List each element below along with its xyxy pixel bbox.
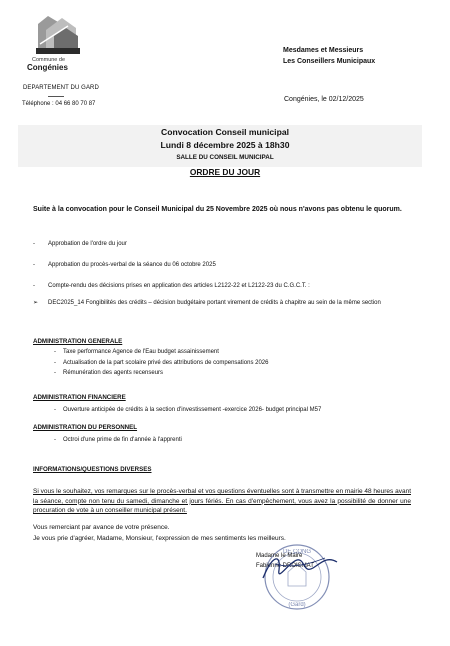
signatory-title: Madame le Maire (256, 553, 303, 559)
commune-small-label: Commune de (32, 57, 66, 63)
section-title-generale: ADMINISTRATION GENERALE (33, 338, 123, 345)
meeting-datetime: Lundi 8 décembre 2025 à 18h30 (160, 140, 290, 150)
agenda-item: - (33, 241, 35, 247)
closing-line-1: Vous remerciant par avance de votre présence. (33, 524, 170, 531)
info-paragraph: Si vous le souhaitez, vos remarques sur le procès-verbal et vos questions éventuelles sont à transmettre en mairie 48 heures avant la séance, compte non tenu du samedi, dimanche et jours fériés. En cas d'empêchement, vous avez la possibilité de donner une procuration de vote à un conseiller municipal présent. (33, 488, 411, 514)
bullet-icon: - (54, 437, 56, 443)
place-date: Congénies, le 02/12/2025 (284, 96, 364, 103)
agenda-heading: ORDRE DU JOUR (189, 167, 261, 177)
bullet-icon: - (54, 360, 56, 366)
commune-name: Congénies (27, 63, 68, 72)
bullet-icon: - (54, 407, 56, 413)
stamp-top-text: DE CONG (282, 549, 312, 555)
agenda-item-text: Approbation du procès-verbal de la séance du 06 octobre 2025 (48, 262, 216, 268)
agenda-item-text: Compte-rendu des décisions prises en application des articles L2122-22 et L2122-23 du C.G.C.T. : (48, 283, 310, 289)
recipient-line-2: Les Conseillers Municipaux (283, 58, 376, 65)
signatory-name: Fabienne DROISMAT (256, 563, 314, 569)
bullet-icon: - (54, 349, 56, 355)
bullet-icon: - (54, 370, 56, 376)
department-label: DEPARTEMENT DU GARD (23, 85, 99, 91)
section-bullet-text: Rémunération des agents recenseurs (63, 370, 164, 376)
info-title: INFORMATIONS/QUESTIONS DIVERSES (33, 466, 152, 473)
section-bullet-text: Taxe performance Agence de l'Eau budget assainissement (63, 349, 219, 355)
decision-text: DEC2025_14 Fongibilités des crédits – décision budgétaire portant virement de crédits à chapitre au sein de la même section (48, 300, 381, 306)
intro-paragraph: Suite à la convocation pour le Conseil Municipal du 25 Novembre 2025 où nous n'avons pas obtenu le quorum. (33, 206, 402, 213)
telephone-line: Téléphone : 04 66 80 70 87 (22, 101, 96, 107)
agenda-item: - (33, 262, 35, 268)
agenda-item-text: Approbation de l'ordre du jour (48, 241, 127, 247)
document-title: Convocation Conseil municipal (161, 127, 289, 137)
commune-logo (28, 8, 86, 60)
recipient-line-1: Mesdames et Messieurs (283, 47, 364, 54)
section-bullet-text: Actualisation de la part scolaire privé des attributions de compensations 2026 (63, 360, 269, 366)
department-divider (48, 96, 64, 97)
arrow-bullet-icon: ➢ (33, 300, 39, 306)
section-title-financiere: ADMINISTRATION FINANCIERE (33, 394, 126, 401)
closing-line-2: Je vous prie d'agréer, Madame, Monsieur, l'expression de mes sentiments les meilleurs. (33, 535, 286, 542)
meeting-room: SALLE DU CONSEIL MUNICIPAL (176, 154, 274, 161)
agenda-item: - (33, 283, 35, 289)
section-bullet-text: Ouverture anticipée de crédits à la section d'investissement -exercice 2026- budget principal M57 (63, 407, 322, 413)
handwritten-signature (255, 548, 345, 588)
section-bullet-text: Octroi d'une prime de fin d'année à l'apprenti (63, 437, 182, 443)
section-title-personnel: ADMINISTRATION DU PERSONNEL (33, 424, 138, 431)
stamp-bottom-text: (Gard) (288, 602, 306, 608)
